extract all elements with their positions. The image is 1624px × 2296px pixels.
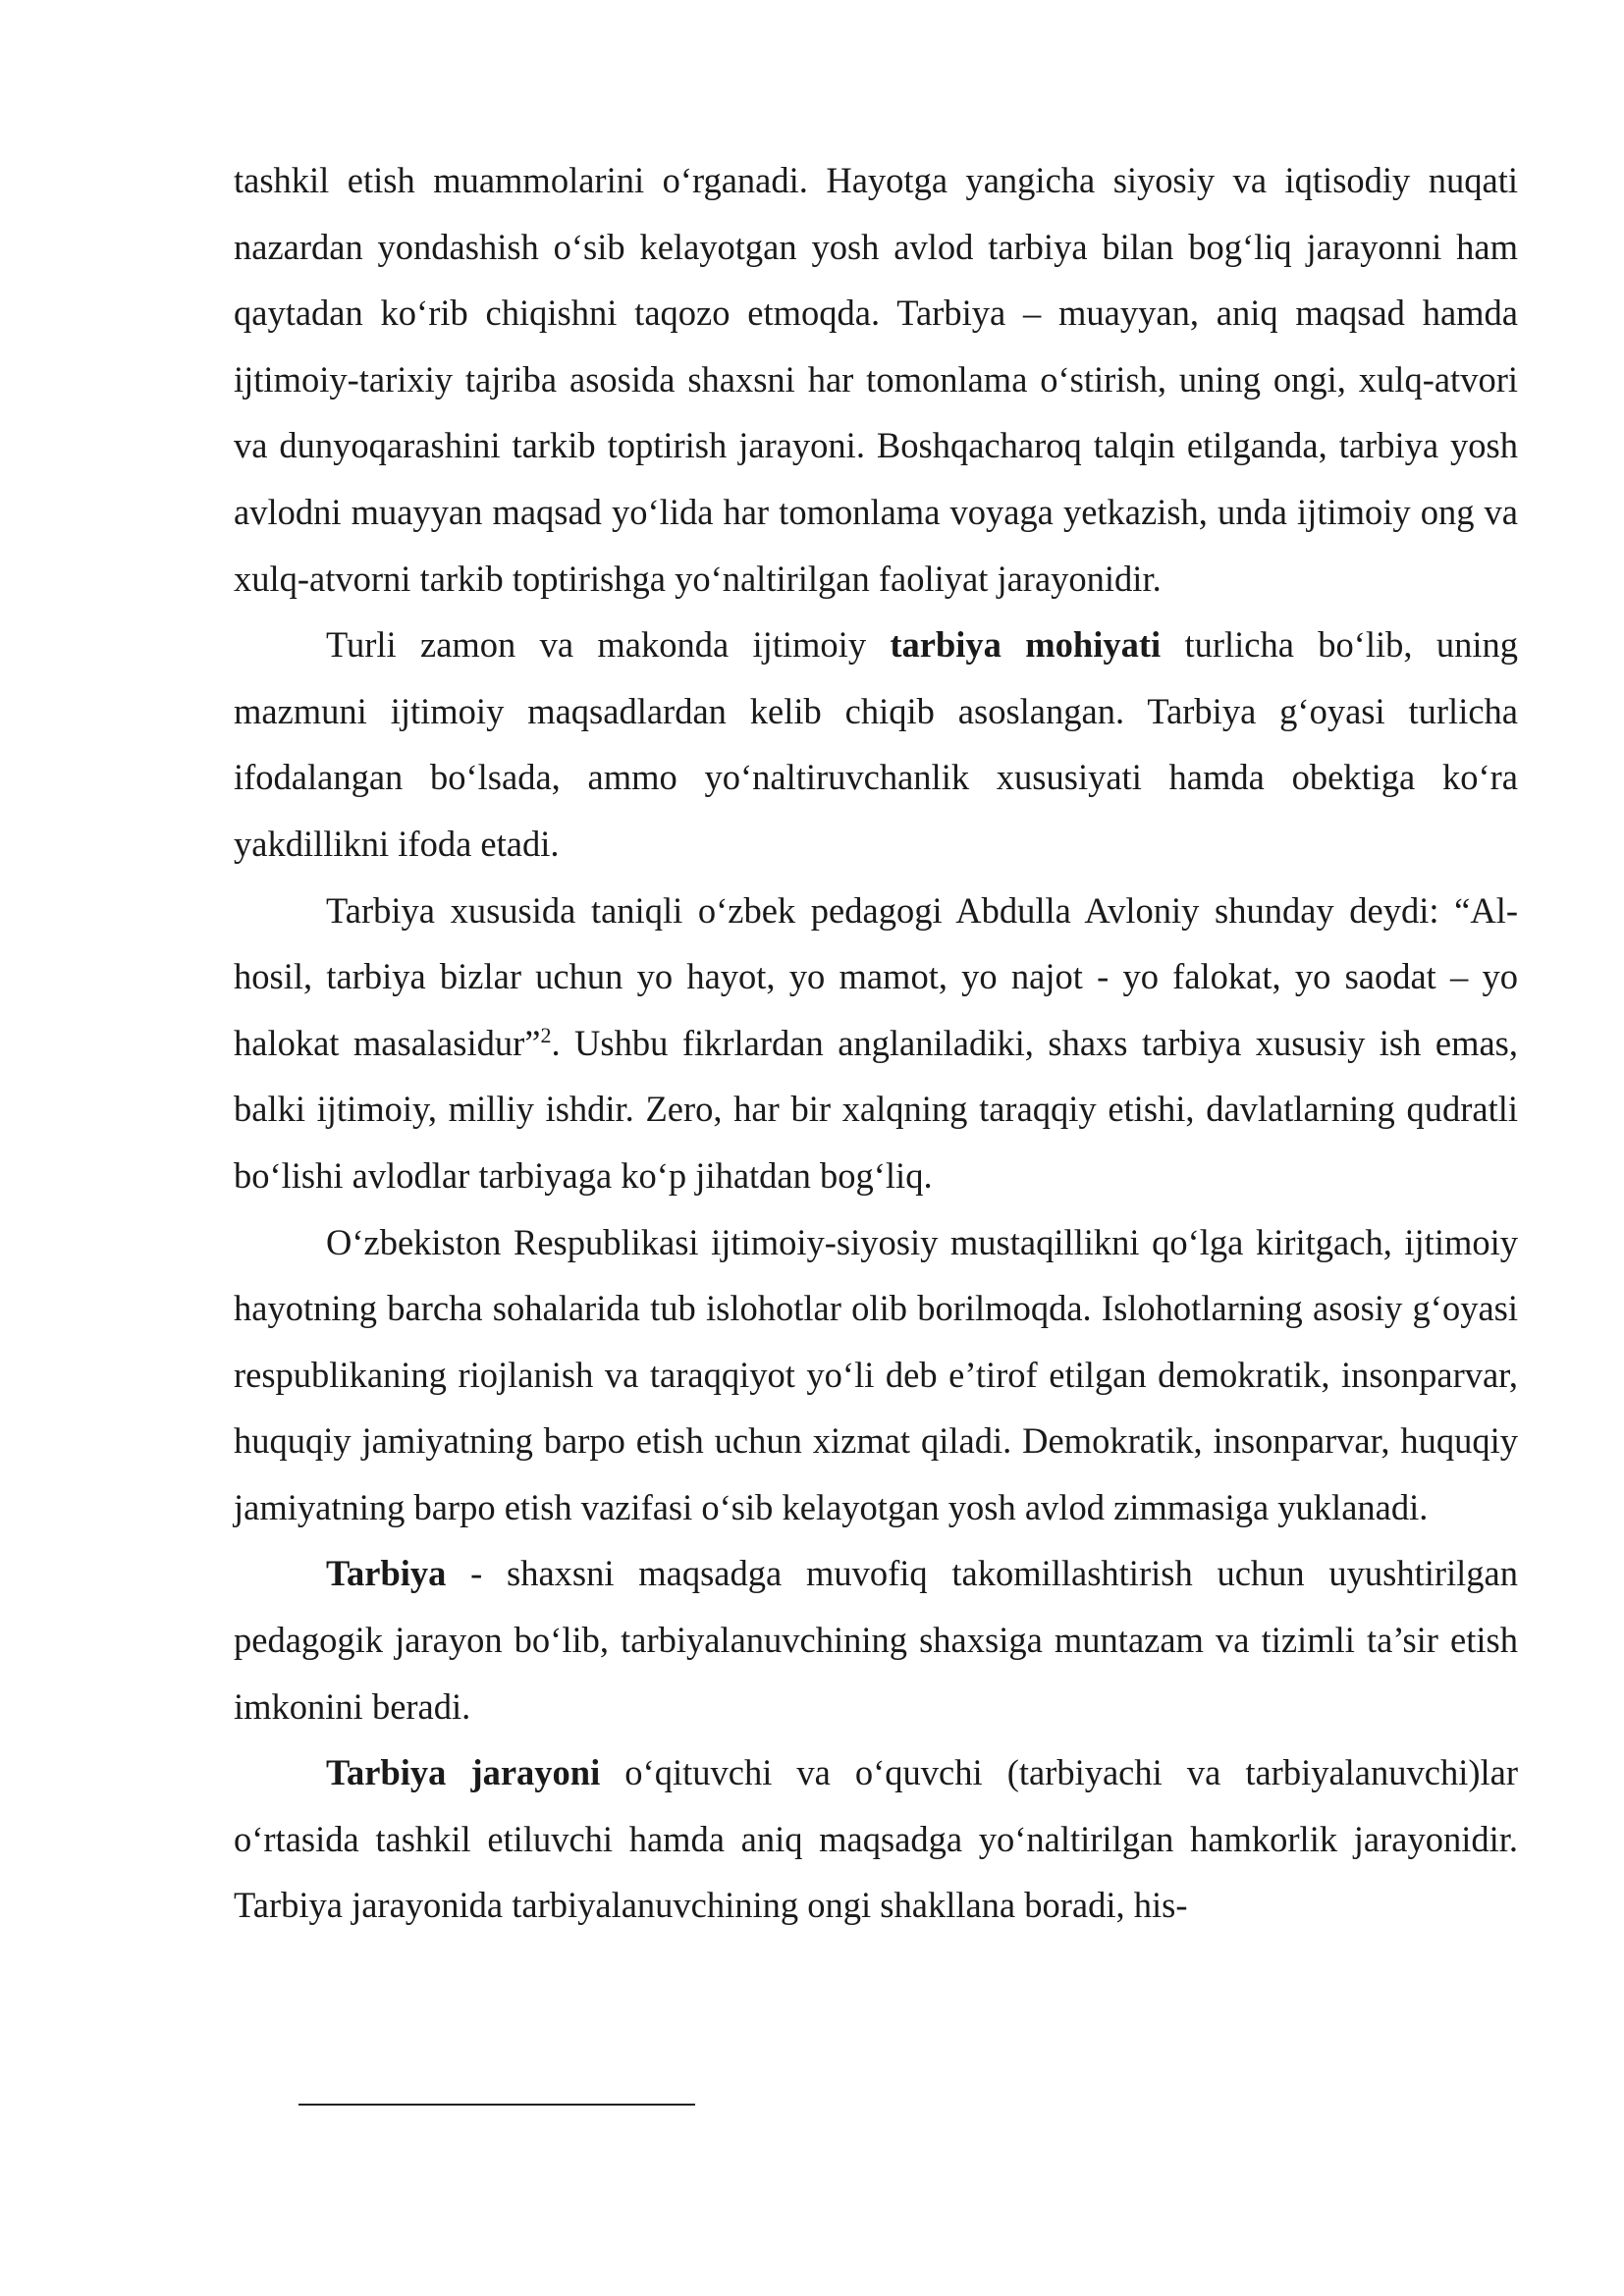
term-tarbiya: Tarbiya	[326, 1553, 447, 1594]
term-tarbiya-jarayoni: Tarbiya jarayoni	[326, 1752, 601, 1793]
paragraph-6	[234, 1739, 1518, 1939]
paragraph-2-text-end: turlicha bo‘lib, uning mazmuni ijtimoiy maqsadlardan kelib chiqib asoslangan. Tarbiya g‘oyasi turlicha ifodalangan bo‘lsada, ammo yo‘naltiruvchanlik xususiyati hamda obektiga ko‘ra yakdillikni ifoda etadi.	[234, 624, 1519, 864]
paragraph-3	[234, 878, 1518, 1209]
paragraph-4	[234, 1209, 1518, 1541]
paragraph-2	[234, 612, 1518, 877]
paragraph-5	[234, 1540, 1518, 1739]
paragraph-4-text: O‘zbekiston Respublikasi ijtimoiy-siyosiy mustaqillikni qo‘lga kiritgach, ijtimoiy hayotning barcha sohalarida tub islohotlar olib borilmoqda. Islohotlarning asosiy g‘oyasi respublikaning riojlanish va taraqqiyot yo‘li deb e’tirof etilgan demokratik, insonparvar, huquqiy jamiyatning barpo etish uchun xizmat qiladi. Demokratik, insonparvar, huquqiy jamiyatning barpo etish vazifasi o‘sib kelayotgan yosh avlod zimmasiga yuklanadi.	[234, 1221, 1518, 1527]
paragraph-6-text: o‘qituvchi va o‘quvchi (tarbiyachi va tarbiyalanuvchi)lar o‘rtasida tashkil etiluvchi hamda aniq maqsadga yo‘naltirilgan hamkorlik jarayonidir. Tarbiya jarayonida tarbiyalanuvchining ongi shakllana boradi, his-	[234, 1752, 1519, 1926]
footnote-separator	[298, 2104, 695, 2106]
paragraph-5-text: - shaxsni maqsadga muvofiq takomillashtirish uchun uyushtirilgan pedagogik jarayon bo‘lib, tarbiyalanuvchining shaxsiga muntazam va tizimli ta’sir etish imkonini beradi.	[234, 1553, 1518, 1727]
footnote-reference: 2	[540, 1022, 552, 1047]
paragraph-3-text-end: . Ushbu fikrlardan anglaniladiki, shaxs tarbiya xususiy ish emas, balki ijtimoiy, milliy ishdir. Zero, har bir xalqning taraqqiy etishi, davlatlarning qudratli bo‘lishi avlodlar tarbiyaga ko‘p jihatdan bog‘liq.	[234, 1022, 1518, 1196]
paragraph-3-quote: Tarbiya xususida taniqli o‘zbek pedagogi Abdulla Avloniy shunday deydi: “Al-hosil, tarbiya bizlar uchun yo hayot, yo mamot, yo najot - yo falokat, yo saodat – yo halokat masalasidur”	[234, 889, 1518, 1063]
paragraph-1-text: tashkil etish muammolarini o‘rganadi. Hayotga yangicha siyosiy va iqtisodiy nuqati nazardan yondashish o‘sib kelayotgan yosh avlod tarbiya bilan bog‘liq jarayonni ham qaytadan ko‘rib chiqishni taqozo etmoqda. Tarbiya – muayyan, aniq maqsad hamda ijtimoiy-tarixiy tajriba asosida shaxsni har tomonlama o‘stirish, uning ongi, xulq-atvori va dunyoqarashini tarkib toptirish jarayoni. Boshqacharoq talqin etilganda, tarbiya yosh avlodni muayyan maqsad yo‘lida har tomonlama voyaga yetkazish, unda ijtimoiy ong va xulq-atvorni tarkib toptirishga yo‘naltirilgan faoliyat jarayonidir.	[234, 160, 1518, 599]
paragraph-2-text-start: Turli zamon va makonda ijtimoiy	[326, 624, 891, 666]
document-page	[234, 147, 1518, 1939]
term-tarbiya-mohiyati: tarbiya mohiyati	[890, 624, 1162, 666]
paragraph-1	[234, 147, 1518, 612]
